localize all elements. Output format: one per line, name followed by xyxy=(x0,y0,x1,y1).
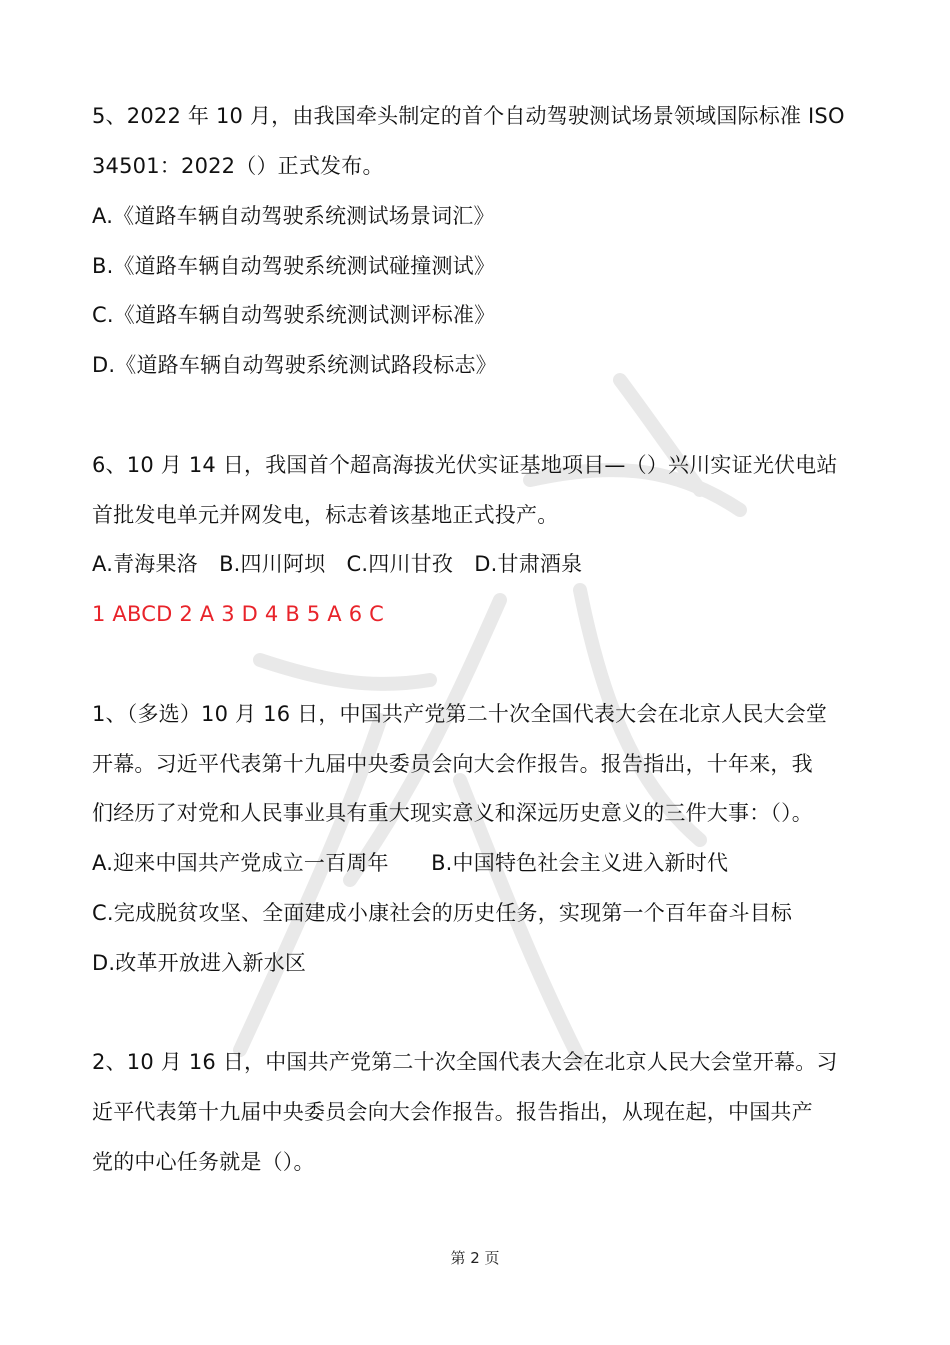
q1-stem-line-1: 1、（多选）10 月 16 日，中国共产党第二十次全国代表大会在北京人民大会堂 xyxy=(92,702,828,726)
page-number: 第 2 页 xyxy=(450,1249,500,1267)
q5-stem-line-1: 5、2022 年 10 月，由我国牵头制定的首个自动驾驶测试场景领域国际标准 ISO xyxy=(92,104,845,128)
q5-option-b: B.《道路车辆自动驾驶系统测试碰撞测试》 xyxy=(92,254,496,278)
q2-stem-line-3: 党的中心任务就是（）。 xyxy=(92,1150,315,1174)
q6-stem-line-2: 首批发电单元并网发电，标志着该基地正式投产。 xyxy=(92,503,559,527)
q5-stem-line-2: 34501：2022（）正式发布。 xyxy=(92,154,384,178)
q1-option-c: C.完成脱贫攻坚、全面建成小康社会的历史任务，实现第一个百年奋斗目标 xyxy=(92,901,793,925)
q6-options: A.青海果洛 B.四川阿坝 C.四川甘孜 D.甘肃酒泉 xyxy=(92,552,583,576)
q1-stem-line-3: 们经历了对党和人民事业具有重大现实意义和深远历史意义的三件大事：（）。 xyxy=(92,801,813,825)
q1-stem-line-2: 开幕。习近平代表第十九届中央委员会向大会作报告。报告指出，十年来，我 xyxy=(92,752,813,776)
answer-key: 1 ABCD 2 A 3 D 4 B 5 A 6 C xyxy=(92,602,385,626)
q5-option-a: A.《道路车辆自动驾驶系统测试场景词汇》 xyxy=(92,204,495,228)
q6-stem-line-1: 6、10 月 14 日，我国首个超高海拔光伏实证基地项目—（）兴川实证光伏电站 xyxy=(92,453,838,477)
q2-stem-line-1: 2、10 月 16 日，中国共产党第二十次全国代表大会在北京人民大会堂开幕。习 xyxy=(92,1050,838,1074)
q2-stem-line-2: 近平代表第十九届中央委员会向大会作报告。报告指出，从现在起，中国共产 xyxy=(92,1100,813,1124)
q1-option-d: D.改革开放进入新水区 xyxy=(92,951,307,975)
q5-option-d: D.《道路车辆自动驾驶系统测试路段标志》 xyxy=(92,353,497,377)
q5-option-c: C.《道路车辆自动驾驶系统测试测评标准》 xyxy=(92,303,496,327)
q1-options-ab: A.迎来中国共产党成立一百周年 B.中国特色社会主义进入新时代 xyxy=(92,851,729,875)
